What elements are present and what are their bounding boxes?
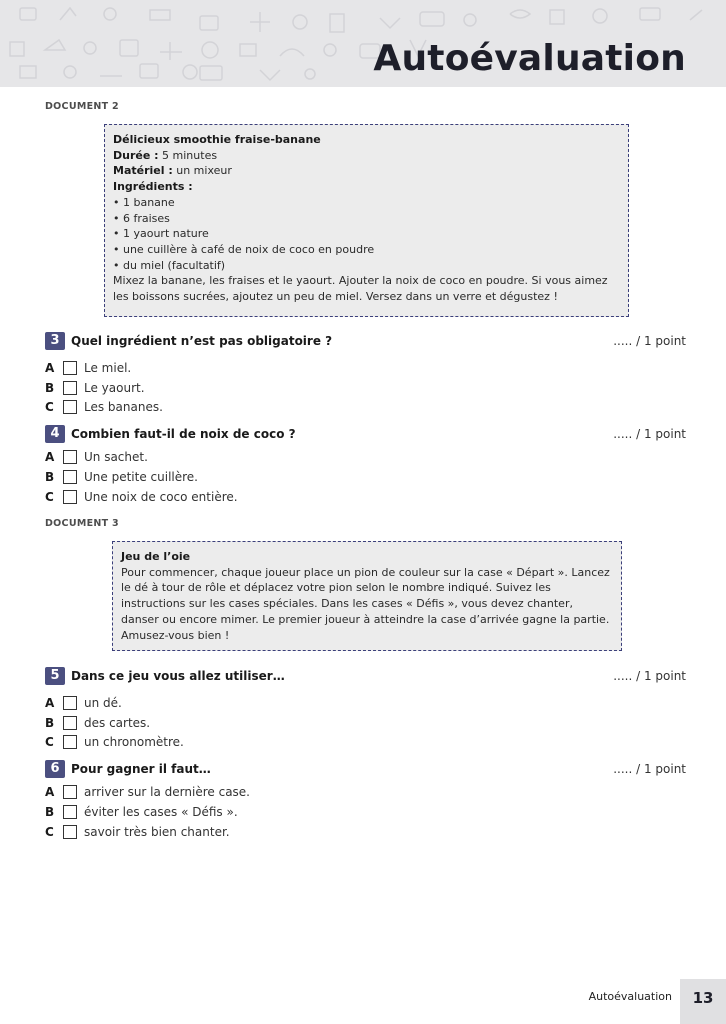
- recipe-instructions: Mixez la banane, les fraises et le yaourt. Ajouter la noix de coco en poudre. Si vous aimez les boissons sucrées, ajoutez un peu de miel. Versez dans un verre et dégustez !: [113, 274, 608, 304]
- recipe-ingredients-heading: Ingrédients :: [113, 180, 193, 194]
- question-3-text: Quel ingrédient n’est pas obligatoire ?: [71, 334, 333, 348]
- ingredient-item: • 6 fraises: [113, 211, 170, 225]
- checkbox[interactable]: [63, 361, 77, 375]
- checkbox[interactable]: [63, 450, 77, 464]
- checkbox[interactable]: [63, 400, 77, 414]
- checkbox[interactable]: [63, 470, 77, 484]
- question-4-points: ..... / 1 point: [613, 427, 686, 441]
- question-5-points: ..... / 1 point: [613, 669, 686, 683]
- question-3-points: ..... / 1 point: [613, 334, 686, 348]
- ingredient-item: • une cuillère à café de noix de coco en poudre: [113, 242, 375, 256]
- question-4-text: Combien faut-il de noix de coco ?: [71, 427, 296, 441]
- checkbox[interactable]: [63, 825, 77, 839]
- recipe-equipment: Matériel : un mixeur: [113, 164, 232, 178]
- game-rules-text: Pour commencer, chaque joueur place un pion de couleur sur la case « Départ ». Lancez le dé à tour de rôle et déplacez votre pion selon le nombre indiqué. Suivez les instructions sur les cases spéciales. Dans les cases « Défis », vous devez chanter, danser ou encore mimer. Le premier joueur à atteindre la case d’arrivée gagne la partie. Amusez-vous bien !: [121, 565, 610, 642]
- recipe-title: Délicieux smoothie fraise-banane: [113, 133, 321, 146]
- question-3-number: 3: [45, 332, 65, 350]
- recipe-duration: Durée : 5 minutes: [113, 148, 218, 162]
- checkbox[interactable]: [63, 716, 77, 730]
- question-6-text: Pour gagner il faut…: [71, 762, 211, 776]
- footer-section-label: Autoévaluation: [588, 990, 672, 1003]
- question-6-number: 6: [45, 760, 65, 778]
- checkbox[interactable]: [63, 785, 77, 799]
- checkbox[interactable]: [63, 490, 77, 504]
- game-title: Jeu de l’oie: [121, 550, 191, 563]
- checkbox[interactable]: [63, 696, 77, 710]
- question-5-text: Dans ce jeu vous allez utiliser…: [71, 669, 285, 683]
- page-number: 13: [692, 989, 714, 1007]
- recipe-box: [104, 124, 629, 317]
- page-number-tab: [680, 979, 726, 1024]
- question-4-number: 4: [45, 425, 65, 443]
- ingredient-item: • 1 yaourt nature: [113, 227, 209, 241]
- page-header: [0, 0, 726, 87]
- question-5-number: 5: [45, 667, 65, 685]
- checkbox[interactable]: [63, 381, 77, 395]
- question-6-points: ..... / 1 point: [613, 762, 686, 776]
- game-rules-box: [112, 541, 622, 651]
- ingredient-item: • du miel (facultatif): [113, 258, 226, 272]
- page-title: Autoévaluation: [373, 38, 686, 79]
- document-2-label: DOCUMENT 2: [45, 101, 119, 112]
- checkbox[interactable]: [63, 735, 77, 749]
- document-3-label: DOCUMENT 3: [45, 518, 119, 529]
- checkbox[interactable]: [63, 805, 77, 819]
- ingredient-item: • 1 banane: [113, 195, 175, 209]
